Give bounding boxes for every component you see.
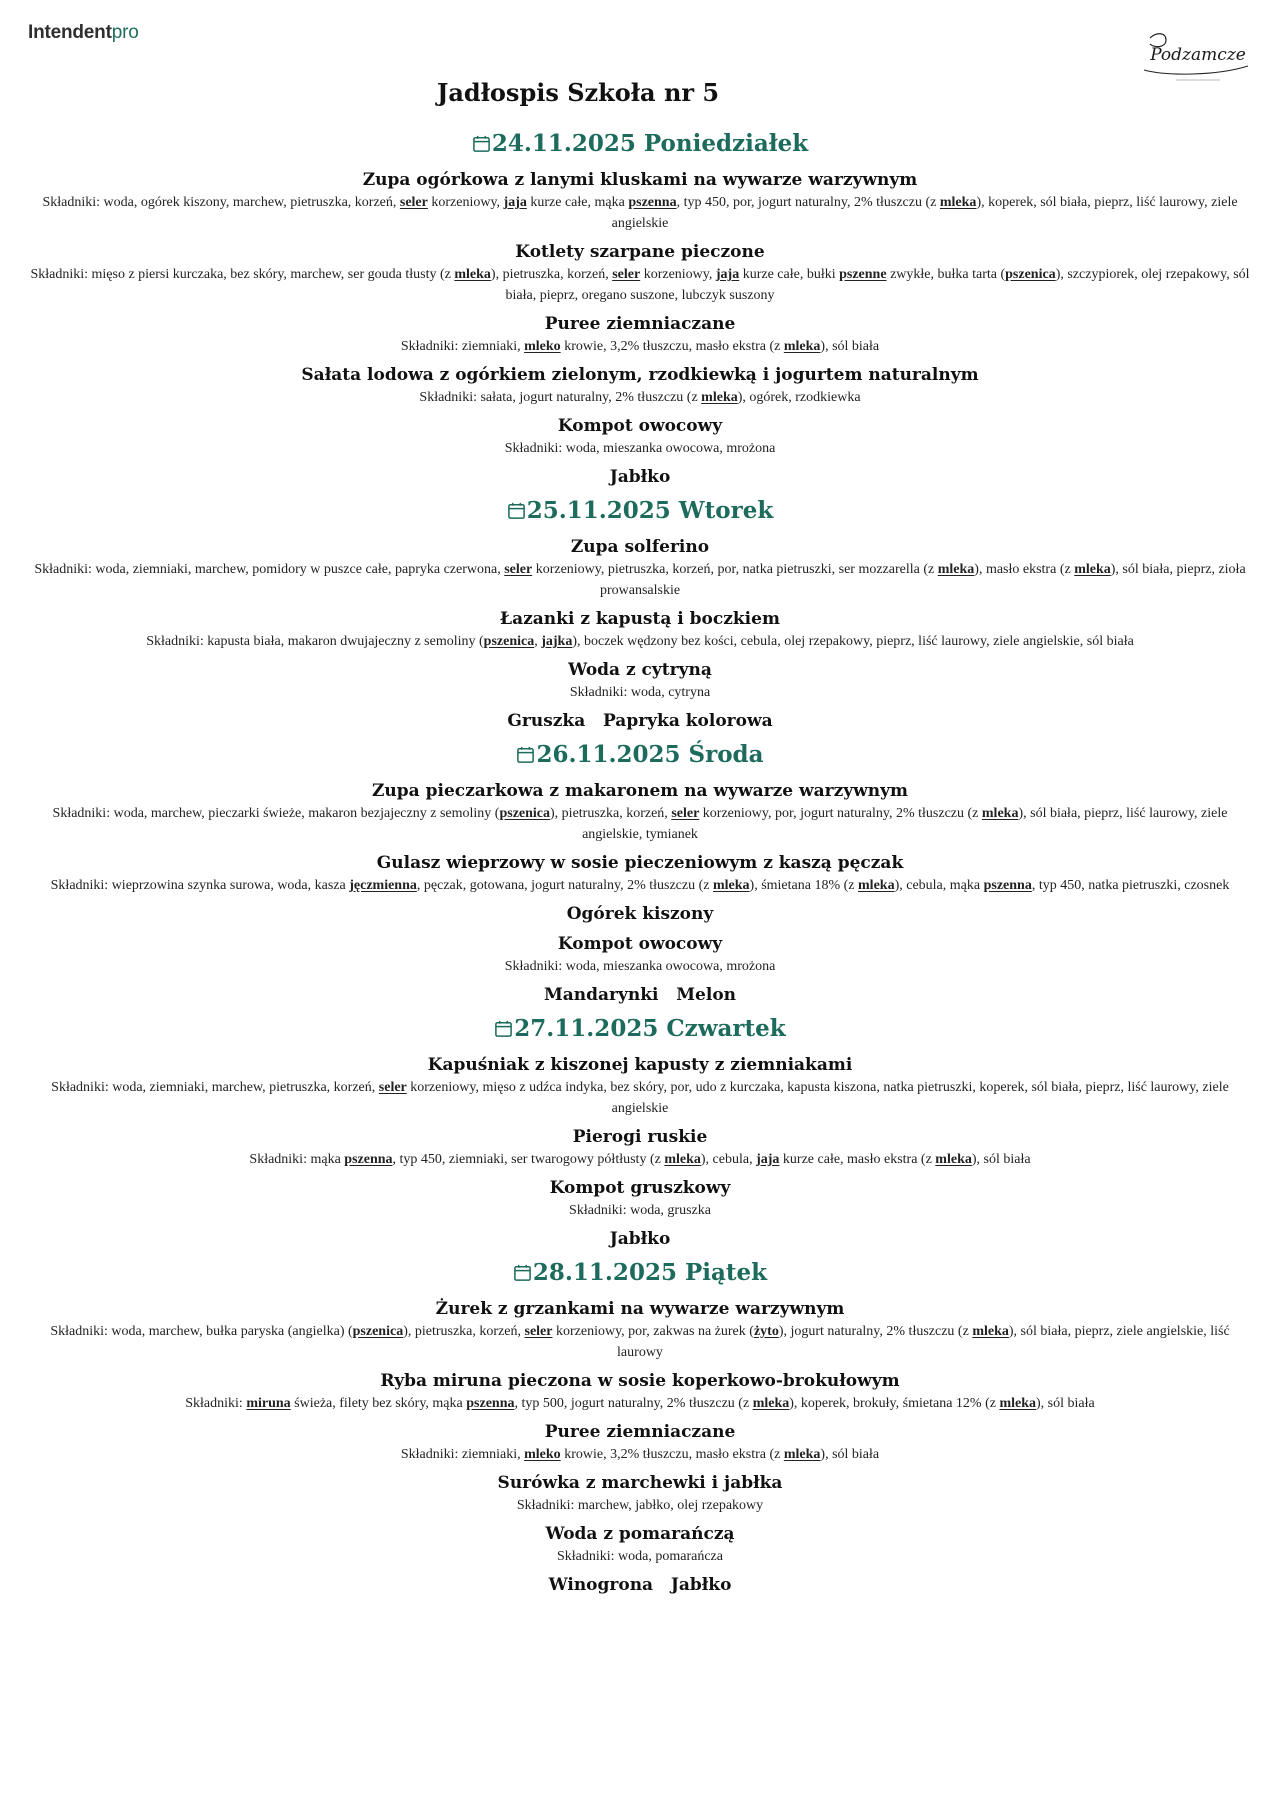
day-section [24, 739, 1256, 1007]
day-date: 24.11.2025 Poniedziałek [491, 130, 809, 157]
meal-ingredients [24, 631, 1256, 652]
allergen-highlight: mleka [701, 390, 738, 405]
meal-name: Sałata lodowa z ogórkiem zielonym, rzodkiewką i jogurtem naturalnym [301, 365, 979, 385]
meal-item [24, 1125, 1256, 1170]
allergen-highlight: mleka [999, 1396, 1037, 1411]
ingredient-text: Składniki: woda, pomarańcza [556, 1549, 723, 1564]
allergen-highlight: mleka [935, 1152, 972, 1167]
ingredient-text: ), boczek wędzony bez kości, cebula, olej rzepakowy, pieprz, liść laurowy, ziele angielskie, sól biała [572, 634, 1134, 649]
allergen-highlight: mleka [712, 878, 750, 893]
ingredient-text: Składniki: sałata, jogurt naturalny, 2% tłuszczu (z [419, 390, 702, 405]
allergen-highlight: mleka [981, 806, 1019, 821]
meal-name: Ogórek kiszony [566, 904, 714, 924]
ingredient-text: korzeniowy, por, jogurt naturalny, 2% tłuszczu (z [699, 806, 982, 821]
ingredient-text: krowie, 3,2% tłuszczu, masło ekstra (z [560, 339, 784, 354]
fruit-line: Winogrona Jabłko [548, 1575, 732, 1595]
day-date: 28.11.2025 Piątek [532, 1259, 768, 1286]
meal-item [24, 902, 1256, 926]
ingredient-text: ), sól biała [1036, 1396, 1095, 1411]
meal-ingredients [24, 1444, 1256, 1465]
ingredient-text: kurze całe, mąka [526, 195, 629, 210]
allergen-highlight: mleka [783, 339, 821, 354]
ingredient-text: Składniki: mięso z piersi kurczaka, bez skóry, marchew, ser gouda tłusty (z [30, 267, 455, 282]
allergen-highlight: jaja [503, 195, 527, 210]
ingredient-text: ), masło ekstra (z [974, 562, 1075, 577]
day-date: 27.11.2025 Czwartek [514, 1015, 786, 1042]
meal-item [24, 535, 1256, 601]
ingredient-text: ), szczypiorek, olej rzepakowy, sól biała, pieprz, oregano suszone, lubczyk suszony [505, 267, 1250, 303]
ingredient-text: Składniki: kapusta biała, makaron dwujajeczny z semoliny ( [146, 634, 484, 649]
meal-item [24, 312, 1256, 357]
ingredient-text: ), koperek, sól biała, pieprz, liść laurowy, ziele angielskie [611, 195, 1238, 231]
ingredient-text: Składniki: ziemniaki, [400, 1447, 525, 1462]
ingredient-text: Składniki: [185, 1396, 247, 1411]
meal-ingredients [24, 559, 1256, 601]
meal-item [24, 1420, 1256, 1465]
allergen-highlight: pszenna [344, 1152, 393, 1167]
ingredient-text: Składniki: ziemniaki, [400, 339, 525, 354]
allergen-highlight: pszenica [352, 1324, 404, 1339]
allergen-highlight: seler [399, 195, 428, 210]
ingredient-text: Składniki: woda, gruszka [569, 1203, 711, 1218]
ingredient-text: Składniki: mąka [249, 1152, 345, 1167]
meal-ingredients [24, 336, 1256, 357]
day-heading [24, 1013, 1256, 1045]
allergen-highlight: seler [524, 1324, 553, 1339]
allergen-highlight: mleko [524, 1447, 561, 1462]
calendar-icon [513, 1263, 532, 1282]
ingredient-text: ), sól biała, pieprz, zioła prowansalskie [599, 562, 1246, 598]
allergen-highlight: pszenna [466, 1396, 515, 1411]
meal-item [24, 1471, 1256, 1516]
ingredient-text: ), sól biała [971, 1152, 1031, 1167]
ingredient-text: , typ 450, natka pietruszki, czosnek [1031, 878, 1230, 893]
allergen-highlight: mleka [783, 1447, 821, 1462]
meal-name: Zupa solferino [570, 537, 710, 557]
podzamcze-logo [1136, 26, 1254, 88]
ingredient-text: Składniki: wieprzowina szynka surowa, woda, kasza [50, 878, 350, 893]
meal-name: Kompot gruszkowy [549, 1178, 731, 1198]
ingredient-text: ), pietruszka, korzeń, [550, 806, 672, 821]
allergen-highlight: jaja [715, 267, 740, 282]
ingredient-text: korzeniowy, pietruszka, korzeń, por, natka pietruszki, ser mozzarella (z [532, 562, 938, 577]
meal-item [24, 1369, 1256, 1414]
page-title: Jadłospis Szkoła nr 5 [437, 78, 720, 107]
ingredient-text: Składniki: woda, ziemniaki, marchew, pomidory w puszce całe, papryka czerwona, [34, 562, 505, 577]
meal-ingredients [24, 956, 1256, 977]
meal-ingredients [24, 1393, 1256, 1414]
ingredient-text: korzeniowy, mięso z udźca indyka, bez skóry, por, udo z kurczaka, kapusta kiszona, natka pietruszki, koperek, sól biała, pieprz, liść laurowy, ziele angielskie [406, 1080, 1229, 1116]
meal-ingredients [24, 875, 1256, 896]
meal-item [24, 168, 1256, 234]
meal-name: Kotlety szarpane pieczone [515, 242, 765, 262]
meal-item [24, 414, 1256, 459]
allergen-highlight: mleka [972, 1324, 1009, 1339]
menu-content [24, 128, 1256, 1603]
calendar-icon [507, 501, 526, 520]
allergen-highlight: mleka [858, 878, 895, 893]
day-heading [24, 495, 1256, 527]
allergen-highlight: jajka [541, 634, 573, 649]
ingredient-text: korzeniowy, [427, 195, 504, 210]
meal-name: Łazanki z kapustą i boczkiem [500, 609, 780, 629]
ingredient-text: , typ 450, ziemniaki, ser twarogowy półtłusty (z [392, 1152, 665, 1167]
meal-ingredients [24, 438, 1256, 459]
meal-item [24, 658, 1256, 703]
meal-ingredients [24, 1495, 1256, 1516]
brand-logo [28, 22, 139, 44]
meal-name: Pierogi ruskie [572, 1127, 708, 1147]
meal-name: Surówka z marchewki i jabłka [497, 1473, 783, 1493]
meal-name: Puree ziemniaczane [544, 314, 736, 334]
meal-ingredients [24, 264, 1256, 306]
ingredient-text: Składniki: woda, marchew, pieczarki świeże, makaron bezjajeczny z semoliny ( [52, 806, 500, 821]
fruit-line: Gruszka Papryka kolorowa [507, 711, 773, 731]
allergen-highlight: seler [378, 1080, 407, 1095]
meal-name: Kompot owocowy [557, 934, 723, 954]
meal-ingredients [24, 1321, 1256, 1363]
allergen-highlight: mleka [454, 267, 491, 282]
ingredient-text: , typ 500, jogurt naturalny, 2% tłuszczu (z [514, 1396, 753, 1411]
meal-ingredients [24, 1149, 1256, 1170]
allergen-highlight: pszenica [483, 634, 535, 649]
meal-name: Żurek z grzankami na wywarze warzywnym [435, 1299, 845, 1319]
meal-ingredients [24, 192, 1256, 234]
meal-name: Zupa ogórkowa z lanymi kluskami na wywarze warzywnym [362, 170, 918, 190]
allergen-highlight: seler [612, 267, 641, 282]
allergen-highlight: jaja [756, 1152, 780, 1167]
ingredient-text: ), sól biała [820, 1447, 880, 1462]
ingredient-text: ), cebula, mąka [894, 878, 984, 893]
allergen-highlight: jęczmienna [349, 878, 417, 893]
brand-name-part2: pro [111, 22, 139, 43]
allergen-highlight: seler [504, 562, 533, 577]
ingredient-text: Składniki: woda, mieszanka owocowa, mrożona [504, 959, 776, 974]
day-section [24, 495, 1256, 733]
fruit-line: Jabłko [609, 1229, 671, 1249]
ingredient-text: ), cebula, [700, 1152, 757, 1167]
allergen-highlight: mleka [664, 1152, 701, 1167]
meal-name: Gulasz wieprzowy w sosie pieczeniowym z kaszą pęczak [376, 853, 904, 873]
day-heading [24, 1257, 1256, 1289]
day-heading [24, 739, 1256, 771]
meal-name: Kompot owocowy [557, 416, 723, 436]
ingredient-text: krowie, 3,2% tłuszczu, masło ekstra (z [560, 1447, 784, 1462]
calendar-icon [516, 745, 535, 764]
meal-name: Puree ziemniaczane [544, 1422, 736, 1442]
ingredient-text: ), pietruszka, korzeń, [490, 267, 613, 282]
ingredient-text: , typ 450, por, jogurt naturalny, 2% tłuszczu (z [676, 195, 940, 210]
fruit-line: Jabłko [609, 467, 671, 487]
ingredient-text: ), pietruszka, korzeń, [403, 1324, 525, 1339]
allergen-highlight: mleka [1074, 562, 1111, 577]
ingredient-text: Składniki: woda, cytryna [569, 685, 711, 700]
allergen-highlight: miruna [246, 1396, 291, 1411]
meal-ingredients [24, 803, 1256, 845]
meal-item [24, 1522, 1256, 1567]
ingredient-text: ), śmietana 18% (z [749, 878, 859, 893]
allergen-highlight: mleko [524, 339, 561, 354]
allergen-highlight: seler [671, 806, 700, 821]
allergen-highlight: pszenne [839, 267, 887, 282]
allergen-highlight: mleka [752, 1396, 790, 1411]
meal-ingredients [24, 1546, 1256, 1567]
meal-item [24, 851, 1256, 896]
ingredient-text: Składniki: woda, mieszanka owocowa, mrożona [504, 441, 776, 456]
allergen-highlight: mleka [939, 195, 977, 210]
day-date: 26.11.2025 Środa [536, 741, 764, 768]
allergen-highlight: pszenica [499, 806, 551, 821]
ingredient-text: Składniki: marchew, jabłko, olej rzepakowy [516, 1498, 764, 1513]
allergen-highlight: pszenna [983, 878, 1032, 893]
meal-ingredients [24, 387, 1256, 408]
meal-name: Ryba miruna pieczona w sosie koperkowo-brokułowym [380, 1371, 900, 1391]
meal-item [24, 1053, 1256, 1119]
logo-text: Podzamcze [1150, 45, 1246, 65]
ingredient-text: , pęczak, gotowana, jogurt naturalny, 2% tłuszczu (z [416, 878, 713, 893]
ingredient-text: Składniki: woda, ogórek kiszony, marchew, pietruszka, korzeń, [42, 195, 400, 210]
ingredient-text: ), koperek, brokuły, śmietana 12% (z [789, 1396, 1000, 1411]
meal-item [24, 932, 1256, 977]
ingredient-text: Składniki: woda, marchew, bułka paryska (angielka) ( [50, 1324, 353, 1339]
day-section [24, 1257, 1256, 1597]
meal-item [24, 240, 1256, 306]
meal-name: Woda z cytryną [568, 660, 712, 680]
ingredient-text: ), ogórek, rzodkiewka [737, 390, 861, 405]
brand-name-part1: Intendent [28, 22, 112, 43]
ingredient-text: ), sól biała, pieprz, liść laurowy, ziele angielskie, tymianek [582, 806, 1228, 842]
day-heading [24, 128, 1256, 160]
day-section [24, 1013, 1256, 1251]
meal-name: Zupa pieczarkowa z makaronem na wywarze warzywnym [372, 781, 908, 801]
meal-ingredients [24, 682, 1256, 703]
ingredient-text: ), sól biała [820, 339, 880, 354]
ingredient-text: Składniki: woda, ziemniaki, marchew, pietruszka, korzeń, [51, 1080, 379, 1095]
meal-item [24, 363, 1256, 408]
meal-ingredients [24, 1077, 1256, 1119]
meal-item [24, 1176, 1256, 1221]
allergen-highlight: żyto [753, 1324, 779, 1339]
allergen-highlight: pszenica [1005, 267, 1056, 282]
ingredient-text: korzeniowy, [640, 267, 716, 282]
ingredient-text: zwykłe, bułka tarta ( [886, 267, 1006, 282]
day-date: 25.11.2025 Wtorek [526, 497, 774, 524]
allergen-highlight: pszenna [628, 195, 677, 210]
meal-item [24, 1297, 1256, 1363]
ingredient-text: ), sól biała, pieprz, ziele angielskie, liść laurowy [617, 1324, 1230, 1360]
ingredient-text: świeża, filety bez skóry, mąka [290, 1396, 467, 1411]
ingredient-text: korzeniowy, por, zakwas na żurek ( [552, 1324, 754, 1339]
calendar-icon [472, 134, 491, 153]
allergen-highlight: mleka [937, 562, 975, 577]
meal-name: Woda z pomarańczą [545, 1524, 735, 1544]
ingredient-text: kurze całe, masło ekstra (z [779, 1152, 936, 1167]
ingredient-text: kurze całe, bułki [739, 267, 840, 282]
ingredient-text: , [534, 634, 542, 649]
meal-item [24, 607, 1256, 652]
calendar-icon [494, 1019, 513, 1038]
meal-ingredients [24, 1200, 1256, 1221]
day-section [24, 128, 1256, 489]
meal-name: Kapuśniak z kiszonej kapusty z ziemniakami [427, 1055, 853, 1075]
ingredient-text: ), jogurt naturalny, 2% tłuszczu (z [778, 1324, 973, 1339]
meal-item [24, 779, 1256, 845]
fruit-line: Mandarynki Melon [543, 985, 737, 1005]
